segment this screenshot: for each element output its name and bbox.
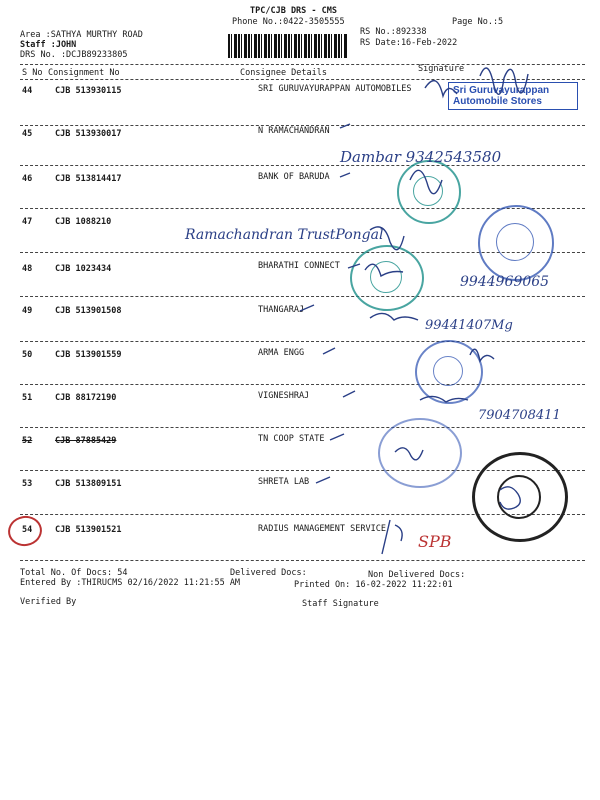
row-consignee: BANK OF BARUDA: [258, 172, 330, 182]
row-sno: 50: [22, 350, 33, 360]
handwritten-note: 7904708411: [478, 408, 561, 423]
row-consignee: THANGARAJ: [258, 305, 305, 315]
col-consignee: Consignee Details: [240, 68, 327, 78]
row-consignee: RADIUS MANAGEMENT SERVICE: [258, 524, 386, 534]
row-sno: 44: [22, 86, 33, 96]
delivered-docs: Delivered Docs:: [230, 568, 307, 578]
staff-signature: Staff Signature: [302, 599, 379, 609]
row-sno: 47: [22, 217, 33, 227]
page-number: Page No.:5: [452, 17, 504, 27]
entered-by: Entered By :THIRUCMS 02/16/2022 11:21:55 AM: [20, 578, 241, 588]
row-sno: 48: [22, 264, 33, 274]
document-title: TPC/CJB DRS - CMS: [250, 6, 337, 16]
row-consignment: CJB 1023434: [55, 264, 112, 274]
row-consignee: ARMA ENGG: [258, 348, 305, 358]
non-delivered-docs: Non Delivered Docs:: [368, 570, 466, 580]
handwritten-note: Ramachandran TrustPongal: [185, 227, 384, 243]
area-label: Area :SATHYA MURTHY ROAD: [20, 30, 143, 40]
rs-number: RS No.:892338: [360, 27, 427, 37]
row-consignment: CJB 513809151: [55, 479, 122, 489]
row-sno: 54: [22, 525, 33, 535]
drs-number: DRS No. :DCJB89233805: [20, 50, 128, 60]
handwritten-note: 9944969065: [460, 274, 550, 290]
row-consignee: BHARATHI CONNECT: [258, 261, 340, 271]
staff-label: Staff :JOHN: [20, 40, 77, 50]
phone-number: Phone No.:0422-3505555: [232, 17, 345, 27]
verified-by: Verified By: [20, 597, 77, 607]
row-sno: 52: [22, 436, 33, 446]
row-consignee: VIGNESHRAJ: [258, 391, 310, 401]
row-sno: 45: [22, 129, 33, 139]
handwritten-note: SPB: [418, 532, 452, 551]
row-consignee: SRI GURUVAYURAPPAN AUTOMOBILES: [258, 84, 412, 94]
stamp-line-1: Sri Guruvayurappan: [453, 85, 550, 96]
row-consignment: CJB 1088210: [55, 217, 112, 227]
col-signature: Signature: [418, 64, 465, 74]
row-consignment: CJB 513901559: [55, 350, 122, 360]
row-consignee: TN COOP STATE: [258, 434, 325, 444]
row-sno: 46: [22, 174, 33, 184]
row-sno: 53: [22, 479, 33, 489]
row-consignment: CJB 513930017: [55, 129, 122, 139]
row-consignee: SHRETA LAB: [258, 477, 310, 487]
stamp-line-2: Automobile Stores: [453, 96, 542, 107]
row-consignment: CJB 87885429: [55, 436, 117, 446]
col-consignment: Consignment No: [48, 68, 120, 78]
rs-date: RS Date:16-Feb-2022: [360, 38, 458, 48]
row-consignee: N RAMACHANDRAN: [258, 126, 330, 136]
total-docs: Total No. Of Docs: 54: [20, 568, 128, 578]
row-sno: 51: [22, 393, 33, 403]
row-consignment: CJB 88172190: [55, 393, 117, 403]
row-consignment: CJB 513930115: [55, 86, 122, 96]
printed-on: Printed On: 16-02-2022 11:22:01: [294, 580, 453, 590]
row-sno: 49: [22, 306, 33, 316]
handwritten-note: 99441407Mg: [425, 318, 513, 333]
handwritten-note: Dambar 9342543580: [340, 148, 502, 166]
row-consignment: CJB 513901508: [55, 306, 122, 316]
row-consignment: CJB 513814417: [55, 174, 122, 184]
row-consignment: CJB 513901521: [55, 525, 122, 535]
col-sno: S No: [22, 68, 43, 78]
